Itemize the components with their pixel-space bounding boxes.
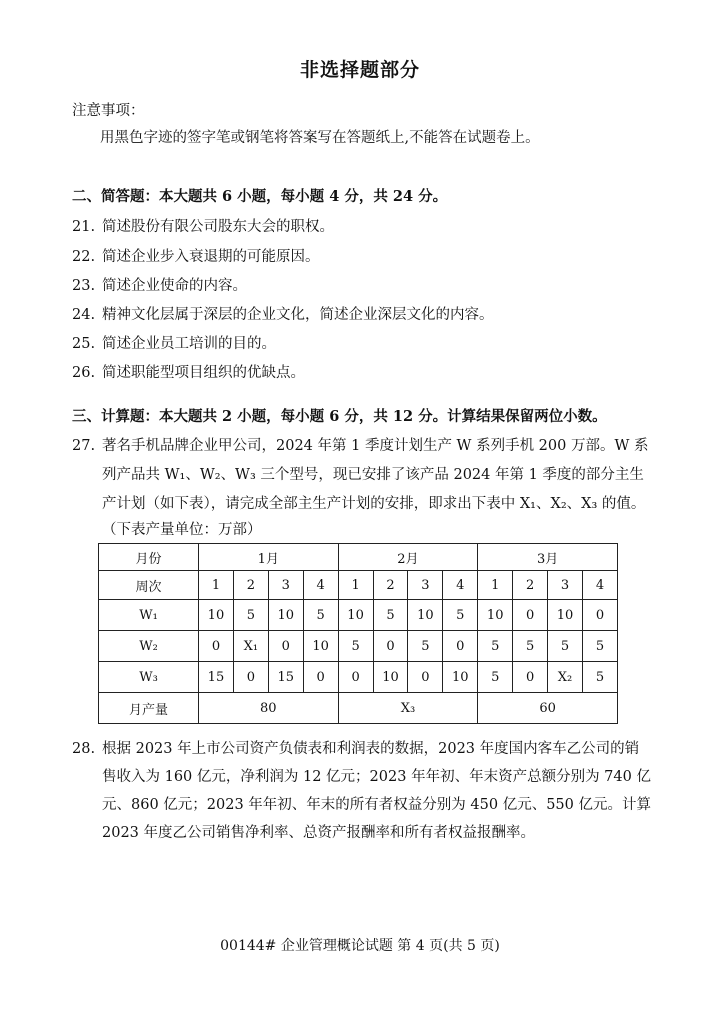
question-26	[72, 361, 305, 382]
value-cell: 10	[443, 662, 478, 693]
month-cell: 3月	[478, 544, 618, 571]
question-text: 简述股份有限公司股东大会的职权。	[102, 219, 334, 235]
value-cell: 0	[199, 631, 234, 662]
value-cell: 5	[303, 600, 338, 631]
week-cell: 3	[268, 571, 303, 600]
value-cell: 15	[268, 662, 303, 693]
week-cell: 3	[548, 571, 583, 600]
value-cell: 5	[478, 662, 513, 693]
question-28-line-2: 售收入为 160 亿元，净利润为 12 亿元；2023 年年初、年末资产总额分别为 740 亿	[102, 769, 651, 785]
value-cell: 0	[408, 662, 443, 693]
value-cell: 0	[513, 662, 548, 693]
value-cell: 5	[582, 662, 617, 693]
table-header-months	[99, 544, 618, 571]
page-footer: 00144# 企业管理概论试题 第 4 页(共 5 页)	[220, 938, 500, 954]
row-label-cell: W₂	[99, 631, 199, 662]
value-cell: 0	[443, 631, 478, 662]
question-28-line-1	[72, 737, 639, 758]
question-number: 26.	[72, 365, 96, 381]
week-cell: 4	[582, 571, 617, 600]
question-number: 21.	[72, 219, 96, 235]
value-cell: 10	[268, 600, 303, 631]
question-25	[72, 332, 276, 353]
month-label-cell: 月份	[99, 544, 199, 571]
question-24	[72, 303, 494, 324]
monthly-value-cell: 60	[478, 693, 618, 724]
month-cell: 2月	[338, 544, 478, 571]
question-text: 精神文化层属于深层的企业文化，简述企业深层文化的内容。	[102, 307, 494, 323]
value-cell: 10	[478, 600, 513, 631]
value-cell: 10	[408, 600, 443, 631]
week-label-cell: 周次	[99, 571, 199, 600]
monthly-label-cell: 月产量	[99, 693, 199, 724]
question-text: 简述企业员工培训的目的。	[102, 336, 276, 352]
question-number: 28.	[72, 741, 96, 757]
value-cell: 5	[408, 631, 443, 662]
table-unit-note: （下表产量单位：万部）	[102, 522, 262, 538]
value-cell: 10	[373, 662, 408, 693]
notice-heading: 注意事项：	[72, 103, 145, 119]
month-cell: 1月	[199, 544, 339, 571]
value-cell: 15	[199, 662, 234, 693]
table-header-weeks	[99, 571, 618, 600]
value-cell: 10	[199, 600, 234, 631]
section-2-heading: 二、简答题：本大题共 6 小题，每小题 4 分，共 24 分。	[72, 188, 448, 205]
week-cell: 2	[233, 571, 268, 600]
question-text: 根据 2023 年上市公司资产负债表和利润表的数据，2023 年度国内客车乙公司的销	[102, 741, 640, 757]
value-cell: 0	[338, 662, 373, 693]
question-text: 简述企业使命的内容。	[102, 278, 247, 294]
question-22	[72, 245, 320, 266]
week-cell: 1	[199, 571, 234, 600]
week-cell: 1	[338, 571, 373, 600]
value-cell: 0	[303, 662, 338, 693]
value-cell: 0	[268, 631, 303, 662]
monthly-value-cell: X₃	[338, 693, 478, 724]
table-row-w1	[99, 600, 618, 631]
week-cell: 4	[303, 571, 338, 600]
value-cell: 5	[548, 631, 583, 662]
question-text: 简述企业步入衰退期的可能原因。	[102, 249, 320, 265]
table-row-w2	[99, 631, 618, 662]
value-cell: 5	[443, 600, 478, 631]
table-row-monthly-output	[99, 693, 618, 724]
value-cell: 5	[513, 631, 548, 662]
value-cell: 5	[478, 631, 513, 662]
production-plan-table	[98, 543, 618, 724]
question-23	[72, 274, 247, 295]
question-27-line-1	[72, 434, 648, 455]
value-cell: X₁	[233, 631, 268, 662]
week-cell: 1	[478, 571, 513, 600]
row-label-cell: W₃	[99, 662, 199, 693]
value-cell: 5	[233, 600, 268, 631]
week-cell: 2	[513, 571, 548, 600]
value-cell: 10	[338, 600, 373, 631]
question-number: 23.	[72, 278, 96, 294]
value-cell: 5	[338, 631, 373, 662]
value-cell: 0	[373, 631, 408, 662]
question-27-line-2: 列产品共 W₁、W₂、W₃ 三个型号，现已安排了该产品 2024 年第 1 季度的部分主生	[102, 467, 644, 483]
question-28-line-4: 2023 年度乙公司销售净利率、总资产报酬率和所有者权益报酬率。	[102, 825, 536, 841]
question-21	[72, 215, 334, 236]
question-27-line-3: 产计划（如下表），请完成全部主生产计划的安排，即求出下表中 X₁、X₂、X₃ 的值。	[102, 496, 646, 512]
value-cell: 0	[233, 662, 268, 693]
value-cell: X₂	[548, 662, 583, 693]
value-cell: 10	[303, 631, 338, 662]
row-label-cell: W₁	[99, 600, 199, 631]
week-cell: 3	[408, 571, 443, 600]
value-cell: 5	[582, 631, 617, 662]
question-number: 25.	[72, 336, 96, 352]
question-text: 简述职能型项目组织的优缺点。	[102, 365, 305, 381]
question-28-line-3: 元、860 亿元；2023 年年初、年末的所有者权益分别为 450 亿元、550 亿元。计算	[102, 797, 651, 813]
week-cell: 2	[373, 571, 408, 600]
question-number: 27.	[72, 438, 96, 454]
value-cell: 5	[373, 600, 408, 631]
monthly-value-cell: 80	[199, 693, 339, 724]
question-text: 著名手机品牌企业甲公司，2024 年第 1 季度计划生产 W 系列手机 200 万部。W 系	[102, 438, 649, 454]
notice-text: 用黑色字迹的签字笔或钢笔将答案写在答题纸上,不能答在试题卷上。	[100, 130, 540, 146]
value-cell: 10	[548, 600, 583, 631]
section-3-heading: 三、计算题：本大题共 2 小题，每小题 6 分，共 12 分。计算结果保留两位小数。	[72, 408, 607, 425]
question-number: 22.	[72, 249, 96, 265]
value-cell: 0	[513, 600, 548, 631]
week-cell: 4	[443, 571, 478, 600]
table-row-w3	[99, 662, 618, 693]
page-title: 非选择题部分	[299, 59, 420, 81]
question-number: 24.	[72, 307, 96, 323]
value-cell: 0	[582, 600, 617, 631]
